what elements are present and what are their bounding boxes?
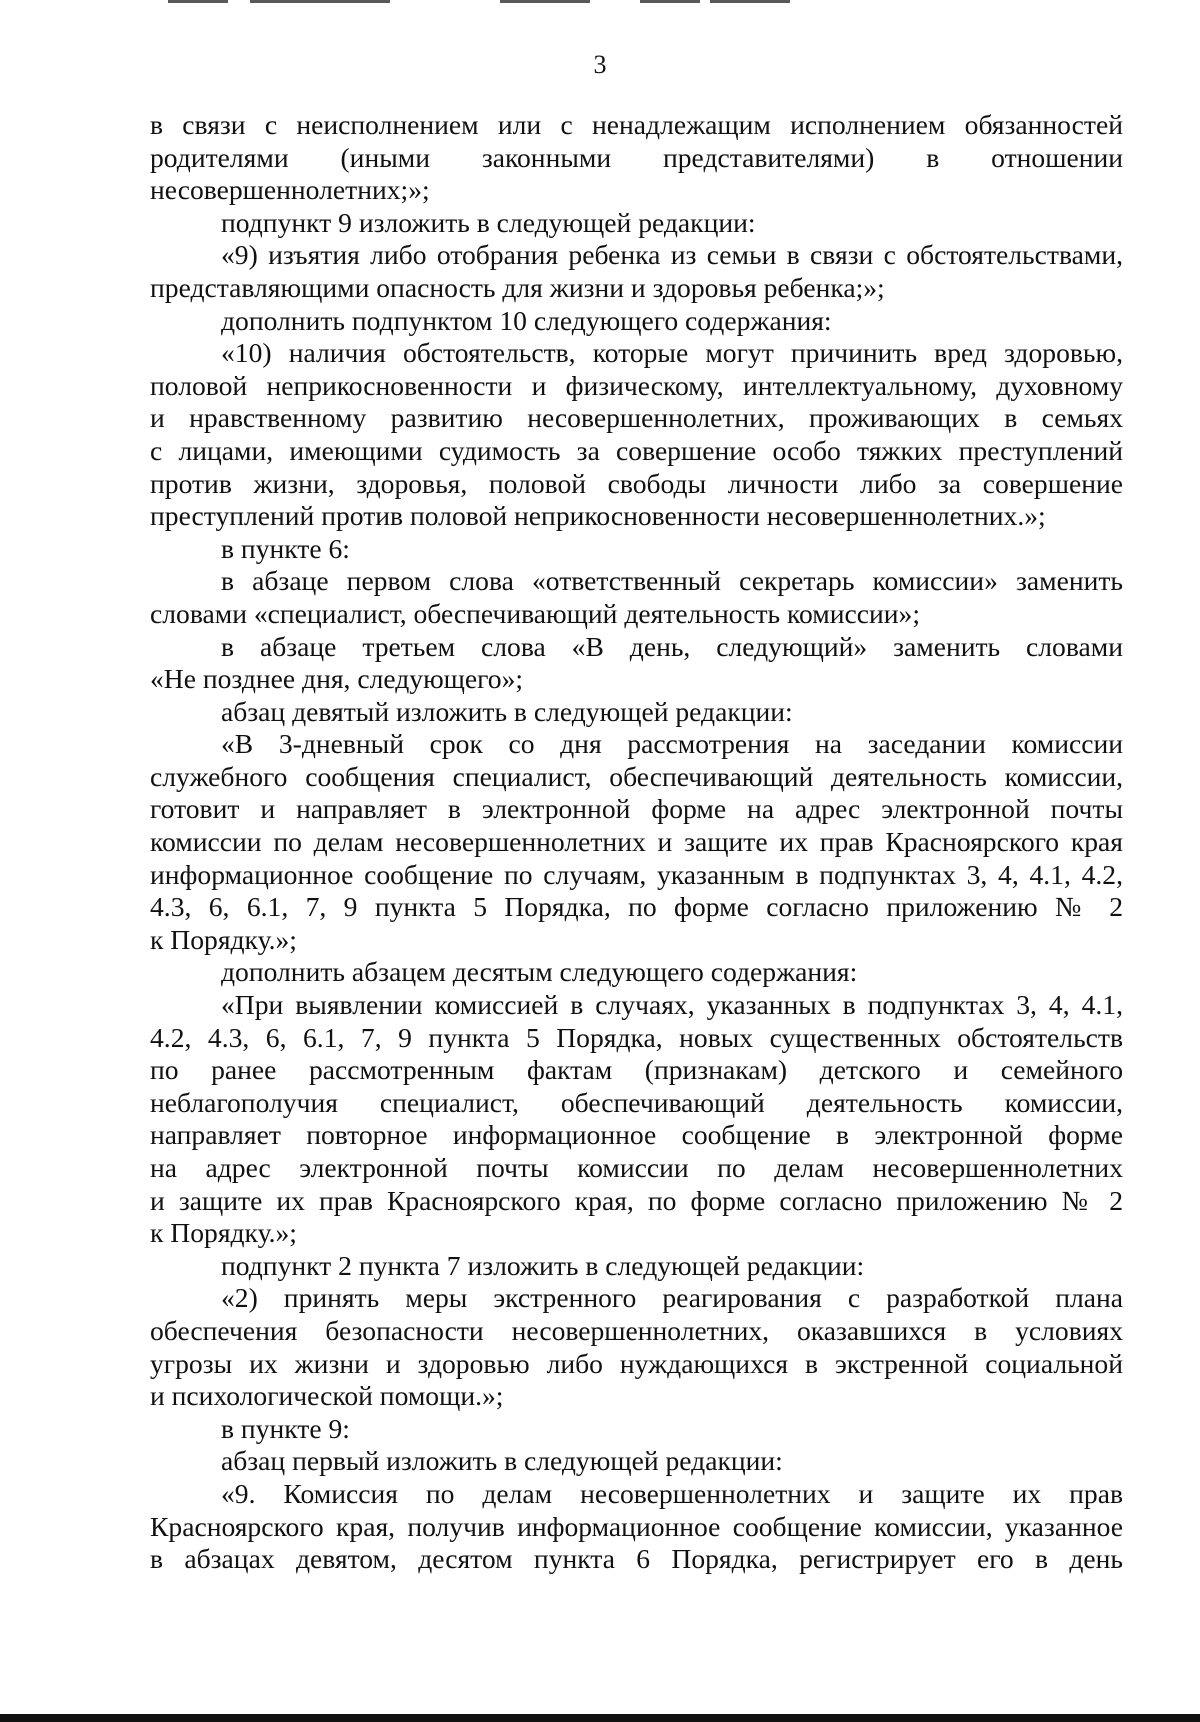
paragraph-p14 (150, 1282, 1123, 1412)
text-line: абзац девятый изложить в следующей редакции: (221, 695, 793, 727)
scan-artifact-bottom (0, 1714, 1200, 1722)
text-line: в связи с неисполнением или с ненадлежащим исполнением обязанностей (150, 109, 1123, 140)
paragraph-p1 (150, 109, 1123, 207)
text-line: и психологической помощи.»; (150, 1380, 504, 1412)
paragraph-p8 (150, 631, 1123, 696)
text-line: к Порядку.»; (150, 923, 297, 955)
paragraph-p5 (150, 337, 1123, 533)
text-line: комиссии по делам несовершеннолетних и защите их прав Красноярского края (150, 826, 1123, 858)
text-line: дополнить подпунктом 10 следующего содержания: (221, 304, 832, 336)
paragraph-p11 (150, 956, 1123, 989)
text-line: «Не позднее дня, следующего»; (150, 663, 524, 695)
text-line: готовит и направляет в электронной форме на адрес электронной почты (150, 793, 1123, 825)
paragraph-p4 (150, 305, 1123, 338)
text-line: «2) принять меры экстренного реагирования с разработкой плана (221, 1282, 1123, 1314)
text-line: «В 3-дневный срок со дня рассмотрения на заседании комиссии (221, 728, 1123, 760)
document-body (150, 109, 1123, 1576)
paragraph-p17 (150, 1478, 1123, 1576)
text-line: в абзаце первом слова «ответственный секретарь комиссии» заменить (221, 565, 1123, 597)
text-line: в пункте 6: (221, 532, 350, 564)
text-line: «При выявлении комиссией в случаях, указанных в подпунктах 3, 4, 4.1, (221, 989, 1123, 1021)
text-line: Красноярского края, получив информационное сообщение комиссии, указанное (150, 1510, 1123, 1542)
text-line: с лицами, имеющими судимость за совершение особо тяжких преступлений (150, 434, 1123, 466)
text-line: в абзаце третьем слова «В день, следующий» заменить словами (221, 630, 1123, 662)
text-line: обеспечения безопасности несовершеннолетних, оказавшихся в условиях (150, 1314, 1123, 1346)
text-line: служебного сообщения специалист, обеспечивающий деятельность комиссии, (150, 760, 1123, 792)
text-line: к Порядку.»; (150, 1217, 297, 1249)
text-line: по ранее рассмотренным фактам (признакам) детского и семейного (150, 1054, 1123, 1086)
text-line: родителями (иными законными представителями) в отношении (150, 141, 1123, 173)
text-line: «10) наличия обстоятельств, которые могут причинить вред здоровью, (221, 337, 1123, 369)
text-line: угрозы их жизни и здоровью либо нуждающихся в экстренной социальной (150, 1347, 1123, 1379)
text-line: и нравственному развитию несовершеннолетних, проживающих в семьях (150, 402, 1123, 434)
text-line: представляющими опасность для жизни и здоровья ребенка;»; (150, 271, 885, 303)
paragraph-p12 (150, 989, 1123, 1250)
text-line: подпункт 9 изложить в следующей редакции: (221, 206, 756, 238)
scan-artifact-top (710, 0, 790, 3)
text-line: в пункте 9: (221, 1412, 350, 1444)
text-line: дополнить абзацем десятым следующего содержания: (221, 956, 858, 988)
paragraph-p16 (150, 1445, 1123, 1478)
text-line: словами «специалист, обеспечивающий деятельность комиссии»; (150, 597, 921, 629)
text-line: на адрес электронной почты комиссии по делам несовершеннолетних (150, 1152, 1123, 1183)
text-line: информационное сообщение по случаям, указанным в подпунктах 3, 4, 4.1, 4.2, (150, 858, 1123, 890)
text-line: преступлений против половой неприкосновенности несовершеннолетних.»; (150, 500, 1046, 532)
text-line: несовершеннолетних;»; (150, 174, 430, 206)
scan-artifact-top (168, 0, 228, 3)
text-line: абзац первый изложить в следующей редакции: (221, 1445, 783, 1477)
text-line: половой неприкосновенности и физическому, интеллектуальному, духовному (150, 369, 1123, 401)
scan-artifact-top (250, 0, 390, 3)
text-line: и защите их прав Красноярского края, по форме согласно приложению № 2 (150, 1184, 1123, 1216)
text-line: 4.3, 6, 6.1, 7, 9 пункта 5 Порядка, по форме согласно приложению № 2 (150, 891, 1123, 923)
paragraph-p9 (150, 696, 1123, 729)
text-line: направляет повторное информационное сообщение в электронной форме (150, 1119, 1123, 1151)
paragraph-p3 (150, 239, 1123, 304)
text-line: в абзацах девятом, десятом пункта 6 Порядка, регистрирует его в день (150, 1543, 1123, 1575)
paragraph-p2 (150, 207, 1123, 240)
paragraph-p6 (150, 533, 1123, 566)
paragraph-p13 (150, 1250, 1123, 1283)
text-line: «9. Комиссия по делам несовершеннолетних и защите их прав (221, 1477, 1123, 1509)
page-number: 3 (593, 50, 607, 79)
text-line: неблагополучия специалист, обеспечивающий деятельность комиссии, (150, 1086, 1123, 1118)
text-line: 4.2, 4.3, 6, 6.1, 7, 9 пункта 5 Порядка, новых существенных обстоятельств (150, 1021, 1123, 1053)
paragraph-p10 (150, 728, 1123, 956)
text-line: против жизни, здоровья, половой свободы личности либо за совершение (150, 467, 1123, 499)
scan-artifact-top (640, 0, 700, 3)
paragraph-p15 (150, 1413, 1123, 1446)
text-line: подпункт 2 пункта 7 изложить в следующей редакции: (221, 1249, 865, 1281)
scan-artifact-top (500, 0, 590, 3)
paragraph-p7 (150, 565, 1123, 630)
text-line: «9) изъятия либо отобрания ребенка из семьи в связи с обстоятельствами, (221, 239, 1123, 271)
